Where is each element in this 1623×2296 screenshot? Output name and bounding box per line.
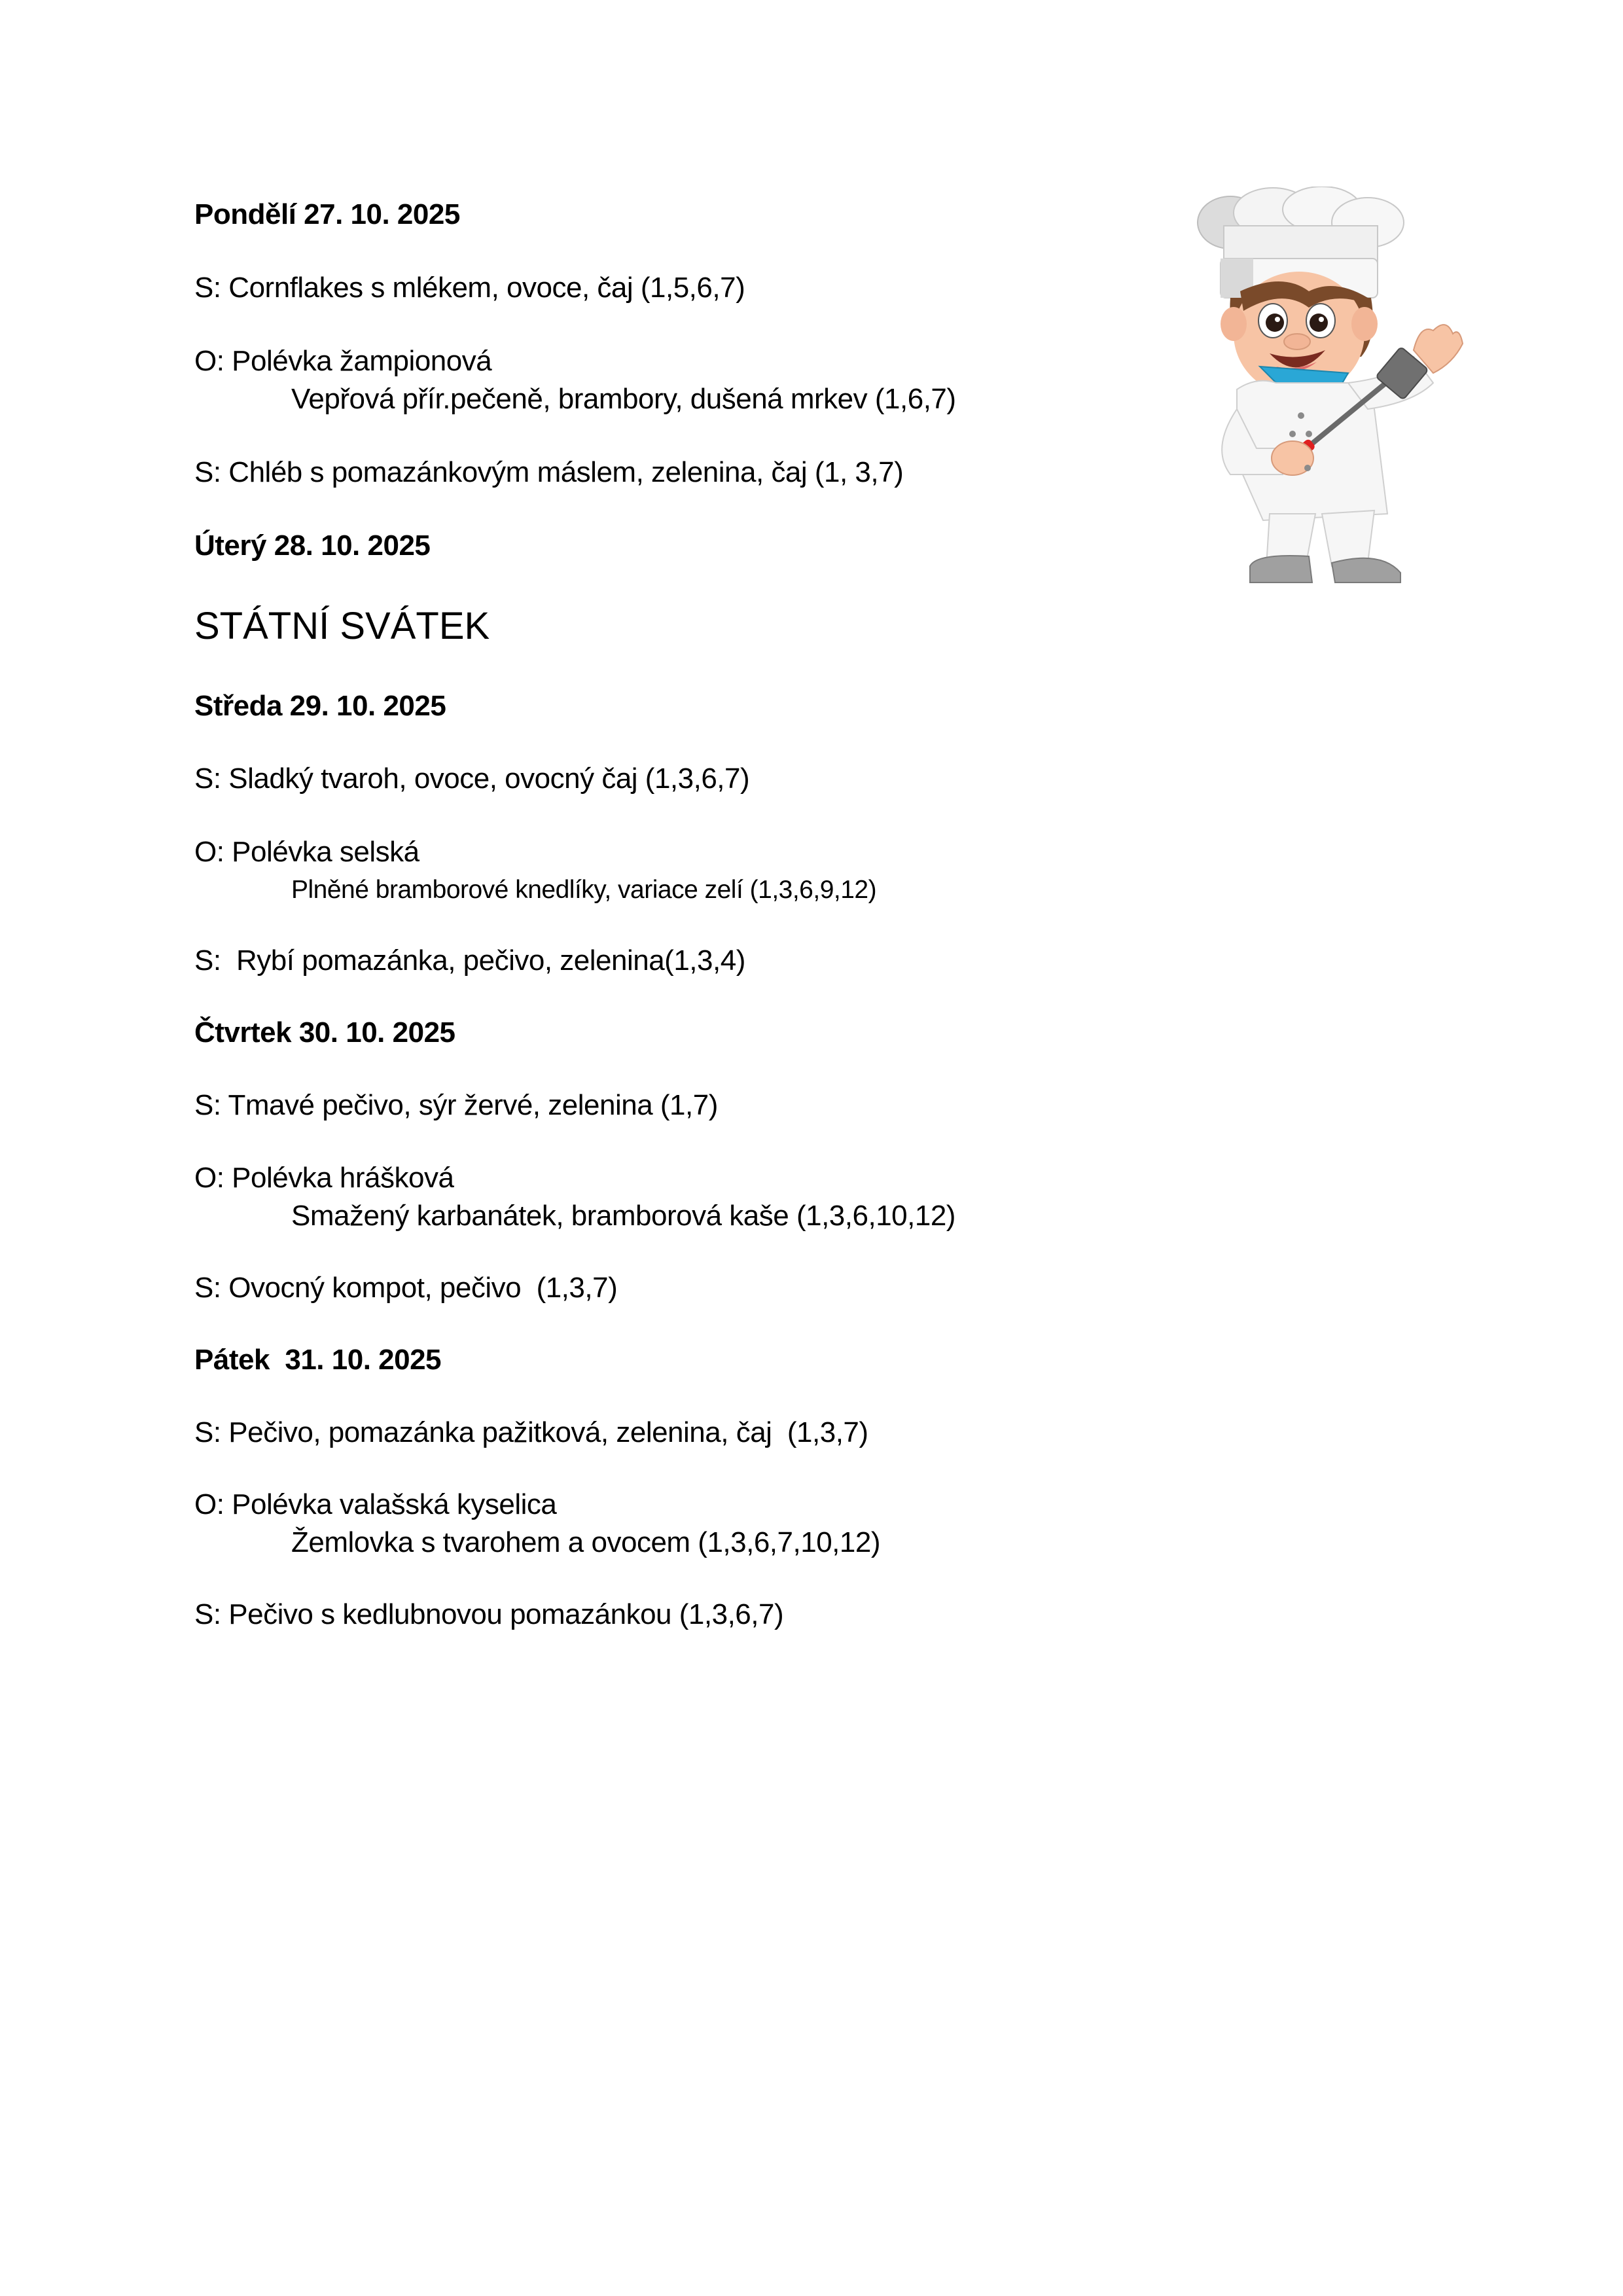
thursday-lunch-soup: O: Polévka hrášková (194, 1162, 454, 1194)
shoe-icon (1250, 556, 1312, 583)
monday-morning-snack: S: Cornflakes s mlékem, ovoce, čaj (1,5,6,7) (194, 272, 745, 304)
thursday-morning-snack: S: Tmavé pečivo, sýr žervé, zelenina (1,7) (194, 1089, 718, 1121)
monday-lunch-soup: O: Polévka žampionová (194, 345, 492, 377)
day-heading-friday: Pátek 31. 10. 2025 (194, 1344, 442, 1376)
day-heading-thursday: Čtvrtek 30. 10. 2025 (194, 1016, 455, 1049)
thursday-lunch-main: Smažený karbanátek, bramborová kaše (1,3,6,10,12) (291, 1200, 955, 1232)
thursday-afternoon-snack: S: Ovocný kompot, pečivo (1,3,7) (194, 1272, 618, 1304)
wednesday-afternoon-snack: S: Rybí pomazánka, pečivo, zelenina(1,3,4) (194, 944, 745, 977)
wednesday-morning-snack: S: Sladký tvaroh, ovoce, ovocný čaj (1,3,6,7) (194, 762, 750, 795)
friday-afternoon-snack: S: Pečivo s kedlubnovou pomazánkou (1,3,6,7) (194, 1598, 784, 1630)
day-heading-tuesday: Úterý 28. 10. 2025 (194, 529, 431, 562)
friday-morning-snack: S: Pečivo, pomazánka pažitková, zelenina, čaj (1,3,7) (194, 1416, 868, 1448)
wednesday-lunch-main: Plněné bramborové knedlíky, variace zelí (1,3,6,9,12) (291, 876, 877, 904)
holiday-notice: STÁTNÍ SVÁTEK (194, 605, 490, 647)
wednesday-lunch-soup: O: Polévka selská (194, 836, 419, 868)
monday-lunch-main: Vepřová přír.pečeně, brambory, dušená mrkev (1,6,7) (291, 383, 956, 415)
monday-afternoon-snack: S: Chléb s pomazánkovým máslem, zelenina, čaj (1, 3,7) (194, 456, 904, 488)
shoe-icon (1332, 558, 1400, 583)
chef-illustration (1152, 187, 1486, 592)
friday-lunch-soup: O: Polévka valašská kyselica (194, 1488, 557, 1520)
day-heading-monday: Pondělí 27. 10. 2025 (194, 198, 460, 230)
day-heading-wednesday: Středa 29. 10. 2025 (194, 690, 446, 722)
friday-lunch-main: Žemlovka s tvarohem a ovocem (1,3,6,7,10,12) (291, 1526, 880, 1558)
